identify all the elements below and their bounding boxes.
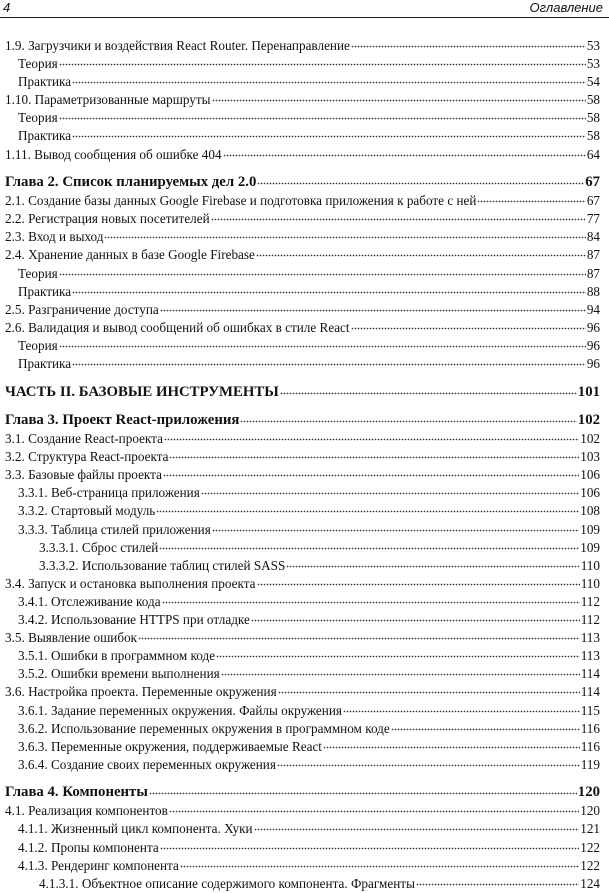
- toc-entry: [0, 838, 600, 856]
- dot-leader: [343, 701, 580, 715]
- dot-leader: [216, 646, 580, 660]
- toc-entry-page: 54: [586, 74, 600, 90]
- toc-entry: [0, 682, 600, 700]
- dot-leader: [138, 628, 580, 642]
- toc-entry-title: Практика: [18, 283, 72, 299]
- toc-entry-title: Практика: [18, 356, 72, 371]
- toc-entry-page: 103: [580, 449, 600, 465]
- toc-entry-page: 116: [580, 720, 600, 736]
- toc-entry-title: Практика: [18, 128, 72, 144]
- dot-leader: [257, 172, 584, 186]
- dot-leader: [351, 36, 586, 50]
- dot-leader: [169, 801, 579, 815]
- toc-entry: [0, 209, 600, 227]
- dot-leader: [72, 72, 586, 86]
- toc-entry-page: 87: [586, 247, 600, 263]
- section-gap: [0, 372, 600, 382]
- dot-leader: [159, 538, 579, 552]
- toc-entry: [0, 318, 600, 336]
- toc-entry-title: Глава 3. Проект React-приложения: [5, 412, 240, 429]
- dot-leader: [59, 108, 586, 122]
- toc-entry-page: 102: [577, 412, 600, 429]
- toc-entry-page: 108: [580, 503, 600, 519]
- toc-entry-page: 113: [580, 648, 600, 664]
- table-of-contents: [0, 36, 600, 892]
- toc-entry: [0, 227, 600, 245]
- dot-leader: [72, 354, 586, 368]
- dot-leader: [72, 282, 586, 296]
- dot-leader: [221, 664, 580, 678]
- toc-entry-title: 4.1.3. Рендеринг компонента: [18, 857, 179, 873]
- toc-entry-title: 2.6. Валидация и вывод сообщений об ошибках в стиле React: [5, 319, 350, 335]
- section-gap: [0, 163, 600, 173]
- toc-entry-page: 115: [580, 702, 600, 718]
- toc-entry-page: 114: [580, 684, 600, 700]
- toc-entry-page: 122: [580, 839, 600, 855]
- toc-entry-page: 87: [586, 265, 600, 281]
- toc-entry-title: 3.3.1. Веб-страница приложения: [18, 485, 200, 501]
- dot-leader: [160, 838, 580, 852]
- dot-leader: [180, 856, 579, 870]
- toc-entry-page: 53: [586, 56, 600, 72]
- toc-entry: [0, 646, 600, 664]
- toc-entry-page: 77: [586, 211, 600, 227]
- toc-entry-title: 4.1.2. Пропы компонента: [18, 839, 159, 855]
- toc-entry-page: 67: [586, 193, 600, 209]
- toc-entry-title: 2.4. Хранение данных в базе Google Firebase: [5, 247, 255, 263]
- toc-entry-title: 3.6. Настройка проекта. Переменные окружения: [5, 684, 277, 700]
- dot-leader: [72, 126, 586, 140]
- toc-entry-page: 94: [586, 301, 600, 317]
- toc-entry-title: 3.3.3.1. Сброс стилей: [39, 539, 159, 555]
- toc-entry-title: 3.4.2. Использование HTTPS при отладке: [18, 612, 250, 628]
- dot-leader: [223, 145, 586, 159]
- toc-entry: [0, 819, 600, 837]
- dot-leader: [104, 227, 585, 241]
- toc-entry-title: 3.6.1. Задание переменных окружения. Файлы окружения: [18, 702, 342, 718]
- dot-leader: [163, 465, 579, 479]
- dot-leader: [286, 556, 579, 570]
- toc-entry-page: 124: [580, 875, 600, 891]
- toc-entry: [0, 72, 600, 90]
- toc-entry-page: 120: [577, 784, 600, 801]
- toc-entry-page: 58: [586, 128, 600, 144]
- toc-entry: [0, 108, 600, 126]
- toc-entry-page: 110: [580, 557, 600, 573]
- toc-entry-title: Глава 2. Список планируемых дел 2.0: [5, 174, 257, 191]
- toc-entry-title: 3.6.2. Использование переменных окружения в программном коде: [18, 720, 390, 736]
- toc-entry: [0, 538, 600, 556]
- toc-entry: [0, 54, 600, 72]
- toc-entry-title: 4.1.1. Жизненный цикл компонента. Хуки: [18, 821, 253, 837]
- toc-entry: [0, 145, 600, 163]
- toc-entry-title: 2.1. Создание базы данных Google Firebase и подготовка приложения к работе с ней: [5, 193, 477, 209]
- toc-entry: [0, 664, 600, 682]
- toc-entry-title: 4.1.3.1. Объектное описание содержимого компонента. Фрагменты: [39, 875, 415, 891]
- toc-entry-page: 96: [586, 356, 600, 371]
- toc-entry-title: 2.2. Регистрация новых посетителей: [5, 211, 210, 227]
- toc-entry-page: 67: [585, 174, 600, 191]
- dot-leader: [59, 264, 586, 278]
- toc-entry-page: 58: [586, 92, 600, 108]
- toc-entry-page: 114: [580, 666, 600, 682]
- toc-entry-title: 2.5. Разграничение доступа: [5, 301, 159, 317]
- toc-entry: [0, 483, 600, 501]
- toc-entry-page: 106: [580, 467, 600, 483]
- toc-entry-title: 3.4. Запуск и остановка выполнения проекта: [5, 575, 256, 591]
- toc-entry: [0, 90, 600, 108]
- toc-entry: [0, 354, 600, 372]
- section-gap: [0, 401, 600, 411]
- running-header: [0, 0, 609, 18]
- dot-leader: [156, 501, 579, 515]
- toc-entry: [0, 874, 600, 892]
- toc-part: [0, 382, 600, 401]
- toc-entry: [0, 36, 600, 54]
- dot-leader: [416, 874, 579, 888]
- dot-leader: [211, 209, 586, 223]
- toc-entry-title: 3.3.2. Стартовый модуль: [18, 503, 156, 519]
- toc-entry-title: 3.3.3.2. Использование таблиц стилей SASS: [39, 557, 286, 573]
- toc-entry-title: Глава 4. Компоненты: [5, 784, 148, 801]
- toc-entry-page: 109: [580, 539, 600, 555]
- toc-entry-title: 1.10. Параметризованные маршруты: [5, 92, 211, 108]
- toc-entry-title: 3.5.2. Ошибки времени выполнения: [18, 666, 220, 682]
- toc-entry: [0, 701, 600, 719]
- dot-leader: [278, 682, 580, 696]
- toc-entry-title: 1.9. Загрузчики и воздействия React Router. Перенаправление: [5, 38, 350, 53]
- toc-entry-title: ЧАСТЬ II. БАЗОВЫЕ ИНСТРУМЕНТЫ: [5, 383, 279, 400]
- dot-leader: [256, 245, 586, 259]
- toc-entry: [0, 801, 600, 819]
- toc-entry-title: Теория: [18, 265, 58, 281]
- toc-entry-page: 106: [580, 485, 600, 501]
- dot-leader: [477, 191, 585, 205]
- running-title: Оглавление: [529, 0, 603, 15]
- dot-leader: [212, 520, 579, 534]
- toc-entry-page: 109: [580, 521, 600, 537]
- toc-entry-page: 64: [586, 146, 600, 162]
- toc-entry: [0, 856, 600, 874]
- toc-entry: [0, 447, 600, 465]
- toc-entry-title: 3.3. Базовые файлы проекта: [5, 467, 162, 483]
- toc-entry-title: 3.2. Структура React-проекта: [5, 449, 169, 465]
- toc-entry-title: 1.11. Вывод сообщения об ошибке 404: [5, 146, 222, 162]
- toc-entry: [0, 737, 600, 755]
- toc-entry: [0, 336, 600, 354]
- dot-leader: [59, 336, 586, 350]
- toc-entry: [0, 628, 600, 646]
- toc-entry: [0, 245, 600, 263]
- toc-entry-page: 101: [577, 383, 600, 400]
- toc-chapter: [0, 410, 600, 429]
- toc-entry-title: Практика: [18, 74, 72, 90]
- toc-entry-title: 3.3.3. Таблица стилей приложения: [18, 521, 211, 537]
- dot-leader: [277, 755, 580, 769]
- toc-chapter: [0, 172, 600, 191]
- toc-entry: [0, 719, 600, 737]
- toc-entry-title: 3.4.1. Отслеживание кода: [18, 593, 161, 609]
- toc-entry-title: Теория: [18, 110, 58, 126]
- toc-entry: [0, 610, 600, 628]
- toc-entry-page: 121: [580, 821, 600, 837]
- toc-entry: [0, 755, 600, 773]
- toc-entry-page: 113: [580, 630, 600, 646]
- toc-entry-page: 116: [580, 738, 600, 754]
- toc-chapter: [0, 782, 600, 801]
- dot-leader: [212, 90, 586, 104]
- dot-leader: [149, 782, 577, 796]
- dot-leader: [162, 592, 580, 606]
- toc-entry-page: 96: [586, 319, 600, 335]
- toc-entry: [0, 574, 600, 592]
- toc-entry: [0, 191, 600, 209]
- toc-entry-title: 4.1. Реализация компонентов: [5, 803, 168, 819]
- page-number: 4: [3, 0, 11, 15]
- toc-entry: [0, 300, 600, 318]
- toc-entry-title: 3.5.1. Ошибки в программном коде: [18, 648, 216, 664]
- toc-entry-title: Теория: [18, 56, 58, 72]
- toc-entry: [0, 501, 600, 519]
- toc-entry-page: 96: [586, 337, 600, 353]
- dot-leader: [280, 382, 577, 396]
- dot-leader: [169, 447, 579, 461]
- toc-entry-title: 3.6.3. Переменные окружения, поддерживаемые React: [18, 738, 322, 754]
- dot-leader: [160, 300, 586, 314]
- toc-entry: [0, 465, 600, 483]
- toc-entry-page: 119: [580, 756, 600, 772]
- toc-entry: [0, 264, 600, 282]
- dot-leader: [323, 737, 580, 751]
- toc-entry-page: 88: [586, 283, 600, 299]
- toc-entry: [0, 556, 600, 574]
- dot-leader: [59, 54, 586, 68]
- toc-entry-page: 122: [580, 857, 600, 873]
- toc-entry: [0, 429, 600, 447]
- toc-entry-page: 112: [580, 612, 600, 628]
- dot-leader: [201, 483, 579, 497]
- dot-leader: [240, 410, 576, 424]
- dot-leader: [351, 318, 586, 332]
- dot-leader: [257, 574, 580, 588]
- toc-entry-page: 120: [580, 803, 600, 819]
- toc-entry-page: 84: [586, 229, 600, 245]
- toc-entry-title: 2.3. Вход и выход: [5, 229, 104, 245]
- toc-entry-page: 102: [580, 431, 600, 447]
- dot-leader: [164, 429, 579, 443]
- toc-entry-title: Теория: [18, 337, 58, 353]
- toc-entry-title: 3.6.4. Создание своих переменных окружения: [18, 756, 276, 772]
- toc-entry: [0, 592, 600, 610]
- toc-entry-page: 110: [580, 575, 600, 591]
- dot-leader: [391, 719, 580, 733]
- toc-entry-page: 112: [580, 593, 600, 609]
- toc-entry: [0, 520, 600, 538]
- toc-entry-page: 58: [586, 110, 600, 126]
- toc-entry: [0, 126, 600, 144]
- dot-leader: [254, 819, 580, 833]
- toc-entry: [0, 282, 600, 300]
- toc-entry-page: 53: [586, 38, 600, 53]
- toc-entry-title: 3.5. Выявление ошибок: [5, 630, 138, 646]
- section-gap: [0, 773, 600, 783]
- dot-leader: [251, 610, 580, 624]
- toc-entry-title: 3.1. Создание React-проекта: [5, 431, 163, 447]
